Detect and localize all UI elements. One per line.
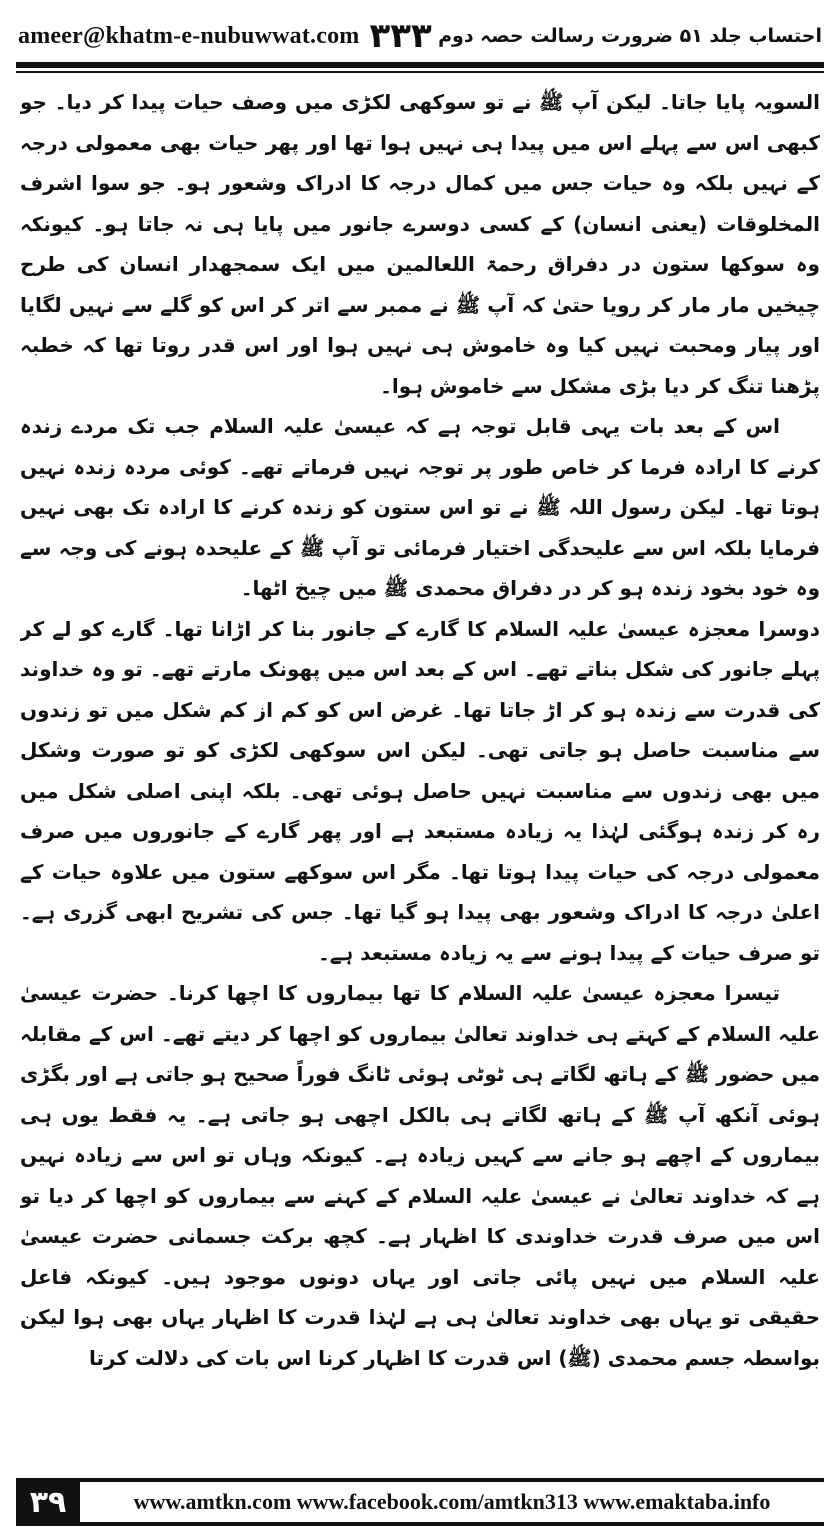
paragraph-4: تیسرا معجزہ عیسیٰ علیہ السلام کا تھا بیماروں کا اچھا کرنا۔ حضرت عیسیٰ علیہ السلام کے کہتے ہی خداوند تعالیٰ بیماروں کو اچھا کر دیتے تھے۔ اس کے مقابلہ میں حضور ﷺ کے ہاتھ لگاتے ہی ٹوٹی ہوئی ٹانگ فوراً صحیح ہو جاتی ہے اور بگڑی ہوئی آنکھ آپ ﷺ کے ہاتھ لگاتے ہی بالکل اچھی ہو جاتی ہے۔ یہ فقط یوں ہی بیماروں کے اچھے ہو جانے سے کہیں زیادہ ہے۔ کیونکہ وہاں تو اس سے زیادہ نہیں ہے کہ خداوند تعالیٰ نے عیسیٰ علیہ السلام کے کہنے سے بیماروں کو اچھا کر دیا تو اس میں صرف قدرت خداوندی کا اظہار ہے۔ کچھ برکت جسمانی حضرت عیسیٰ علیہ السلام میں نہیں پائی جاتی اور یہاں دونوں موجود ہیں۔ کیونکہ فاعل حقیقی تو یہاں بھی خداوند تعالیٰ ہی ہے لہٰذا قدرت کا اظہار یہاں بھی ہوا لیکن بواسطہ جسم محمدی (ﷺ) اس قدرت کا اظہار کرنا اس بات کی دلالت کرتا (20, 981, 820, 1370)
footer-links: www.amtkn.com www.facebook.com/amtkn313 www.emaktaba.info (80, 1478, 824, 1526)
header-book-title: احتساب جلد ۵۱ ضرورت رسالت حصہ دوم (438, 25, 822, 47)
paragraph-1: السویہ پایا جاتا۔ لیکن آپ ﷺ نے تو سوکھی لکڑی میں وصف حیات پیدا کر دیا۔ جو کبھی اس سے پہلے اس میں پیدا ہی نہیں ہوا تھا اور پھر حیات بھی معمولی درجہ کے نہیں بلکہ وہ حیات جس میں کمال درجہ کا ادراک وشعور ہو۔ جو سوا اشرف المخلوقات (یعنی انسان) کے کسی دوسرے جانور میں پایا ہی نہ جاتا ہو۔ کیونکہ وہ سوکھا ستون در دفراق رحمۃ اللعالمین میں ایک سمجھدار انسان کی طرح چیخیں مار مار کر رویا حتیٰ کہ آپ ﷺ نے ممبر سے اتر کر اس کو گلے سے نہیں لگایا اور پیار ومحبت نہیں کیا وہ خاموش ہی نہیں ہوا اور اس قدر روتا تھا کہ خطبہ پڑھنا تنگ کر دیا بڑی مشکل سے خاموش ہوا۔ (20, 90, 820, 398)
footer-folio: ۳۹ (16, 1478, 80, 1526)
header-rule-thick (16, 62, 824, 68)
paragraph-2: اس کے بعد بات یہی قابل توجہ ہے کہ عیسیٰ علیہ السلام جب تک مردے زندہ کرنے کا ارادہ فرما کر خاص طور پر توجہ نہیں فرماتے تھے۔ کوئی مردہ زندہ نہیں ہوتا تھا۔ لیکن رسول اللہ ﷺ نے تو اس ستون کو زندہ کرنے کا ارادہ تک بھی نہیں فرمایا بلکہ اس سے علیحدگی اختیار فرمائی تو آپ ﷺ کے علیحدہ ہونے کی وجہ سے وہ خود بخود زندہ ہو کر در دفراق محمدی ﷺ میں چیخ اٹھا۔ (20, 414, 820, 600)
page-footer (16, 1478, 824, 1526)
paragraph-3: دوسرا معجزہ عیسیٰ علیہ السلام کا گارے کے جانور بنا کر اڑانا تھا۔ گارے کو لے کر پہلے جانور کی شکل بناتے تھے۔ اس کے بعد اس میں پھونک مارتے تھے۔ تو وہ خداوند کی قدرت سے زندہ ہو کر اڑ جاتا تھا۔ غرض اس کو کم از کم شکل میں تو زندوں سے مناسبت حاصل ہو جاتی تھی۔ لیکن اس سوکھی لکڑی کو تو صورت وشکل میں بھی زندوں سے مناسبت نہیں حاصل ہوئی تھی۔ بلکہ اپنی اصلی شکل میں رہ کر زندہ ہوگئی لہٰذا یہ زیادہ مستبعد ہے اور پھر گارے کے جانوروں میں صرف معمولی درجہ کی حیات پیدا ہوتا تھا۔ مگر اس سوکھے ستون میں علاوہ حیات کے اعلیٰ درجہ کا ادراک وشعور بھی پیدا ہو گیا تھا۔ جس کی تشریح ابھی گزری ہے۔ تو صرف حیات کے پیدا ہونے سے یہ زیادہ مستبعد ہے۔ (20, 616, 820, 965)
header-page-number: ۳۳۳ (369, 16, 432, 56)
page-header (18, 14, 822, 58)
header-email: ameer@khatm-e-nubuwwat.com (18, 22, 360, 49)
header-rule-thin (16, 71, 824, 73)
page-body (20, 82, 820, 1437)
